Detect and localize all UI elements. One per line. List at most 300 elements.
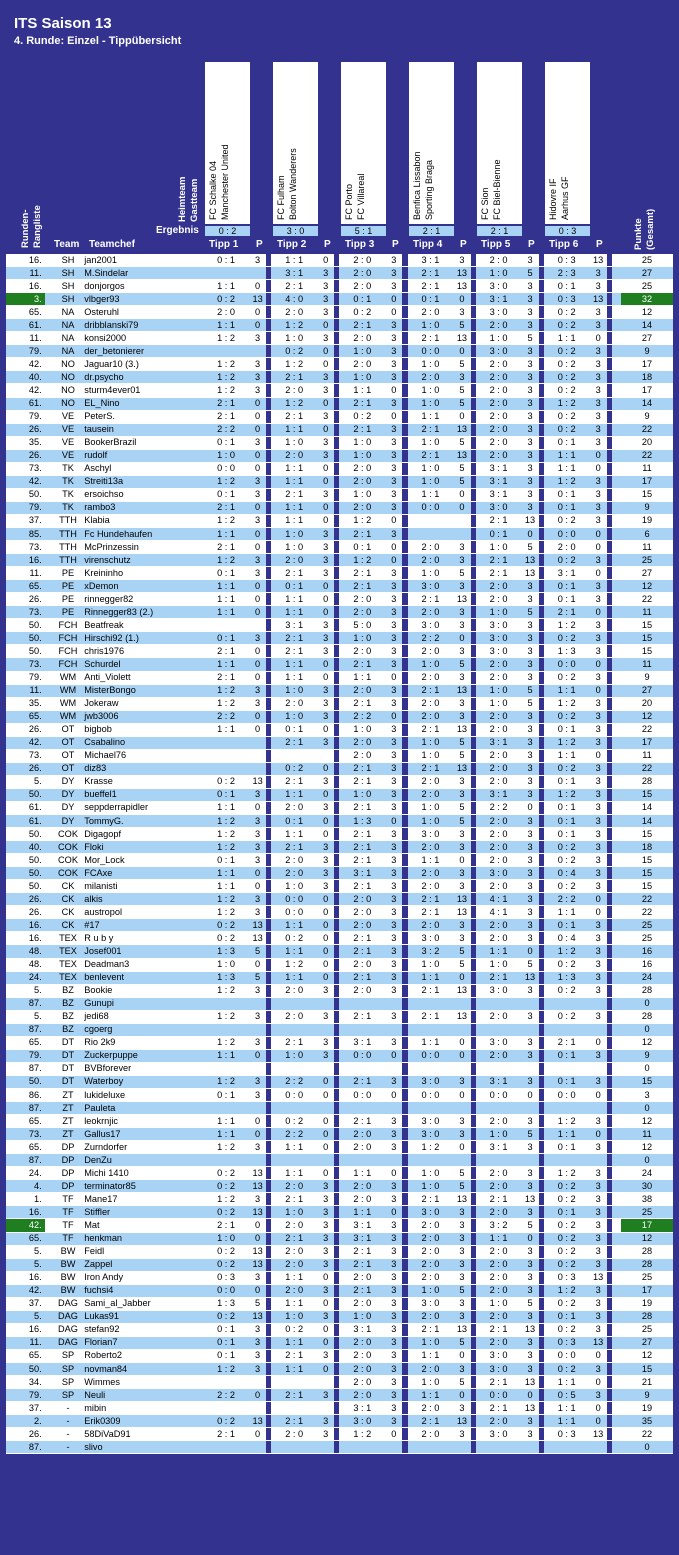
points-cell: 3 (385, 567, 402, 580)
spacer-cell (612, 423, 621, 436)
rank-cell: 65. (6, 1349, 45, 1362)
team-cell: TK (53, 462, 84, 475)
spacer-cell (45, 1062, 53, 1075)
team-cell: VE (53, 410, 84, 423)
points-cell: 3 (385, 749, 402, 762)
rank-cell: 65. (6, 1232, 45, 1245)
spacer-cell (45, 1284, 53, 1297)
tipp-cell: 2 : 0 (339, 280, 385, 293)
tipp-cell (203, 1102, 249, 1115)
spacer-cell (45, 1115, 53, 1128)
rank-cell: 5. (6, 984, 45, 997)
tipp-cell: 0 : 2 (544, 1323, 590, 1336)
tipp-cell: 1 : 0 (408, 319, 454, 332)
points-cell: 0 (453, 1036, 470, 1049)
points-cell: 0 (249, 1428, 266, 1441)
points-cell: 0 (317, 815, 334, 828)
teamchef-cell: Bookie (83, 984, 203, 997)
points-cell: 3 (590, 710, 607, 723)
points-cell: 0 (385, 293, 402, 306)
tipp-cell: 1 : 1 (203, 593, 249, 606)
tipp-cell: 0 : 0 (271, 906, 317, 919)
table-row (6, 854, 673, 867)
tipp-cell: 2 : 0 (476, 841, 522, 854)
tipp-cell: 1 : 0 (408, 436, 454, 449)
points-cell: 3 (385, 1010, 402, 1023)
spacer-cell (612, 267, 621, 280)
tipp-cell: 2 : 1 (408, 267, 454, 280)
spacer-cell (612, 671, 621, 684)
points-cell: 3 (521, 306, 538, 319)
tipp-cell: 1 : 0 (476, 606, 522, 619)
points-cell (590, 997, 607, 1010)
points-cell: 0 (317, 580, 334, 593)
points-cell: 3 (385, 1349, 402, 1362)
points-cell: 3 (249, 1141, 266, 1154)
points-header-line2: (Gesamt) (645, 208, 656, 250)
points-cell: 3 (317, 267, 334, 280)
rank-cell: 48. (6, 958, 45, 971)
points-cell: 0 (249, 1115, 266, 1128)
table-row (6, 501, 673, 514)
total-points-cell: 24 (621, 1167, 673, 1180)
total-points-cell: 12 (621, 710, 673, 723)
points-cell: 0 (521, 1089, 538, 1102)
tipp-cell: 2 : 0 (408, 1232, 454, 1245)
total-points-cell: 22 (621, 593, 673, 606)
tipp-cell: 0 : 2 (544, 423, 590, 436)
total-points-cell: 15 (621, 788, 673, 801)
points-cell: 5 (521, 332, 538, 345)
tipp-cell: 1 : 0 (339, 488, 385, 501)
team-cell: NA (53, 345, 84, 358)
tipp-cell (408, 1062, 454, 1075)
rank-cell: 61. (6, 801, 45, 814)
teamchef-cell: Roberto2 (83, 1349, 203, 1362)
spacer-cell (45, 423, 53, 436)
tipp-cell: 1 : 1 (271, 658, 317, 671)
tipp-cell: 1 : 0 (408, 749, 454, 762)
tipp-cell: 2 : 0 (476, 828, 522, 841)
home-team-6: Hidovre IF (548, 178, 558, 220)
ergebnis-label: Ergebnis (156, 225, 199, 236)
rank-cell: 50. (6, 867, 45, 880)
spacer-cell (612, 1376, 621, 1389)
spacer-cell (45, 1376, 53, 1389)
points-cell: 0 (453, 1141, 470, 1154)
points-cell: 3 (317, 632, 334, 645)
tipp-cell: 0 : 1 (271, 580, 317, 593)
rank-cell: 48. (6, 945, 45, 958)
tipp-cell: 0 : 2 (544, 1180, 590, 1193)
points-cell: 3 (385, 1362, 402, 1375)
points-cell: 3 (521, 893, 538, 906)
team-cell: DT (53, 1075, 84, 1088)
spacer-cell (612, 684, 621, 697)
teamchef-cell: seppderrapidler (83, 801, 203, 814)
tipp-cell: 1 : 2 (203, 697, 249, 710)
tipp-cell: 1 : 1 (271, 971, 317, 984)
tipp-cell: 1 : 1 (271, 945, 317, 958)
tipp-cell (408, 527, 454, 540)
spacer-cell (612, 436, 621, 449)
tipp-cell: 3 : 1 (476, 788, 522, 801)
teamchef-cell: dr.psycho (83, 371, 203, 384)
tipp-cell: 1 : 2 (544, 788, 590, 801)
total-points-cell: 15 (621, 828, 673, 841)
points-cell: 3 (521, 462, 538, 475)
tipp-cell: 2 : 0 (339, 736, 385, 749)
points-cell: 3 (521, 632, 538, 645)
points-cell: 3 (521, 1180, 538, 1193)
tipp-cell: 2 : 1 (339, 801, 385, 814)
points-cell: 3 (590, 801, 607, 814)
points-cell: 0 (590, 527, 607, 540)
points-cell: 3 (453, 1271, 470, 1284)
tipp-cell: 0 : 1 (544, 815, 590, 828)
table-row (6, 488, 673, 501)
tipp-cell: 1 : 2 (203, 475, 249, 488)
points-cell: 5 (453, 358, 470, 371)
table-row (6, 1297, 673, 1310)
rank-cell: 65. (6, 1115, 45, 1128)
team-cell: TEX (53, 971, 84, 984)
rank-cell: 61. (6, 815, 45, 828)
tipp-cell: 1 : 2 (544, 697, 590, 710)
spacer-cell (45, 1271, 53, 1284)
points-cell: 0 (317, 932, 334, 945)
points-cell: 13 (249, 775, 266, 788)
teamchef-cell: Deadman3 (83, 958, 203, 971)
tipp-cell: 2 : 0 (476, 1271, 522, 1284)
tipp-cell: 0 : 1 (544, 775, 590, 788)
points-cell (249, 997, 266, 1010)
team-cell: ZT (53, 1115, 84, 1128)
points-cell (590, 1441, 607, 1454)
points-cell: 3 (385, 893, 402, 906)
teamchef-cell: austropol (83, 906, 203, 919)
points-cell: 3 (453, 932, 470, 945)
tipp-header-3: Tipp 3 (345, 239, 375, 250)
table-row (6, 1415, 673, 1428)
tipp-cell: 0 : 2 (271, 345, 317, 358)
tipp-cell: 1 : 2 (203, 1010, 249, 1023)
spacer-cell (45, 736, 53, 749)
tipp-cell: 1 : 2 (203, 384, 249, 397)
tipp-cell: 2 : 0 (339, 1389, 385, 1402)
tipp-cell: 2 : 0 (476, 1049, 522, 1062)
spacer-cell (45, 384, 53, 397)
tipp-cell: 0 : 2 (544, 984, 590, 997)
spacer-cell (45, 449, 53, 462)
tipp-cell: 0 : 3 (544, 293, 590, 306)
tipp-cell: 0 : 5 (544, 1389, 590, 1402)
points-cell: 3 (249, 632, 266, 645)
points-cell (249, 1102, 266, 1115)
points-cell: 13 (453, 1415, 470, 1428)
points-cell: 0 (249, 1284, 266, 1297)
points-cell: 3 (590, 828, 607, 841)
tipp-cell: 3 : 1 (339, 1323, 385, 1336)
points-cell: 3 (249, 384, 266, 397)
spacer-cell (45, 919, 53, 932)
away-team-4: Sporting Braga (424, 159, 434, 220)
spacer-cell (612, 1349, 621, 1362)
points-cell: 3 (385, 345, 402, 358)
teamchef-cell: ersoichso (83, 488, 203, 501)
table-row (6, 658, 673, 671)
tipp-cell: 2 : 0 (339, 1349, 385, 1362)
tipp-cell: 1 : 2 (203, 371, 249, 384)
points-cell: 3 (521, 1245, 538, 1258)
spacer-cell (612, 841, 621, 854)
teamchef-cell: Lukas91 (83, 1310, 203, 1323)
points-cell: 3 (249, 684, 266, 697)
tipp-cell: 2 : 1 (271, 488, 317, 501)
spacer-cell (612, 1284, 621, 1297)
total-points-cell: 28 (621, 1310, 673, 1323)
tipp-cell (203, 1062, 249, 1075)
team-cell: BZ (53, 997, 84, 1010)
points-cell: 0 (249, 880, 266, 893)
tipp-cell: 1 : 1 (339, 384, 385, 397)
points-cell: 5 (453, 749, 470, 762)
teamchef-cell: Iron Andy (83, 1271, 203, 1284)
points-cell: 3 (590, 632, 607, 645)
tipp-cell: 2 : 0 (476, 397, 522, 410)
points-cell: 0 (317, 919, 334, 932)
points-cell: 3 (590, 554, 607, 567)
tipp-cell: 0 : 2 (544, 1010, 590, 1023)
tipp-cell: 2 : 2 (271, 1075, 317, 1088)
spacer-cell (45, 1245, 53, 1258)
tipp-cell: 1 : 2 (203, 1362, 249, 1375)
points-cell: 3 (521, 906, 538, 919)
spacer-cell (45, 436, 53, 449)
total-points-cell: 22 (621, 906, 673, 919)
table-row (6, 1349, 673, 1362)
heimteam-label: Heimteam (177, 176, 188, 222)
tipp-cell: 1 : 1 (476, 945, 522, 958)
total-points-cell: 18 (621, 841, 673, 854)
points-cell: 3 (249, 1323, 266, 1336)
points-cell: 3 (590, 1167, 607, 1180)
points-cell: 0 (521, 1389, 538, 1402)
points-cell: 13 (453, 593, 470, 606)
teamchef-cell: Gallus17 (83, 1128, 203, 1141)
points-cell: 5 (453, 462, 470, 475)
rank-cell: 11. (6, 567, 45, 580)
tipp-cell: 2 : 1 (271, 645, 317, 658)
points-cell (317, 1154, 334, 1167)
points-cell: 3 (249, 436, 266, 449)
points-cell: 3 (521, 1336, 538, 1349)
rank-cell: 37. (6, 1297, 45, 1310)
tipp-cell (271, 997, 317, 1010)
points-cell: 3 (385, 645, 402, 658)
teamchef-cell: Schurdel (83, 658, 203, 671)
points-cell: 3 (317, 554, 334, 567)
tipp-cell: 2 : 1 (203, 1428, 249, 1441)
tipp-cell: 0 : 1 (203, 1089, 249, 1102)
points-cell: 0 (521, 527, 538, 540)
points-cell: 3 (590, 1193, 607, 1206)
spacer-cell (45, 932, 53, 945)
spacer-cell (612, 254, 621, 267)
tipp-cell: 0 : 2 (544, 514, 590, 527)
spacer-cell (612, 580, 621, 593)
points-cell: 3 (385, 1376, 402, 1389)
tipp-cell: 1 : 0 (339, 723, 385, 736)
tipp-cell: 0 : 2 (203, 775, 249, 788)
points-cell: 3 (590, 854, 607, 867)
tipp-cell: 0 : 1 (544, 1206, 590, 1219)
total-points-cell: 0 (621, 1441, 673, 1454)
points-cell: 3 (590, 319, 607, 332)
teamchef-cell: BVBforever (83, 1062, 203, 1075)
tipp-cell: 3 : 1 (408, 254, 454, 267)
tipp-cell: 2 : 1 (339, 1115, 385, 1128)
tipp-cell: 3 : 2 (476, 1219, 522, 1232)
total-points-cell: 6 (621, 527, 673, 540)
points-cell: 0 (249, 423, 266, 436)
points-cell: 5 (521, 1297, 538, 1310)
spacer-cell (612, 1141, 621, 1154)
tipp-cell: 0 : 0 (408, 1049, 454, 1062)
tipp-cell (203, 1023, 249, 1036)
spacer-cell (45, 1193, 53, 1206)
teamchef-cell: Kreininho (83, 567, 203, 580)
team-cell: NA (53, 319, 84, 332)
table-row (6, 841, 673, 854)
rank-cell: 79. (6, 1389, 45, 1402)
tipp-cell: 3 : 0 (476, 984, 522, 997)
tipp-cell: 5 : 0 (339, 619, 385, 632)
teamchef-cell: Hirschi92 (1.) (83, 632, 203, 645)
tipp-cell: 1 : 2 (203, 893, 249, 906)
points-cell: 0 (317, 671, 334, 684)
points-cell: 3 (249, 854, 266, 867)
points-cell: 3 (385, 1336, 402, 1349)
tipp-cell: 1 : 0 (476, 332, 522, 345)
points-cell: 3 (590, 423, 607, 436)
points-cell: 3 (453, 775, 470, 788)
points-cell: 0 (590, 749, 607, 762)
table-row (6, 345, 673, 358)
spacer-cell (45, 632, 53, 645)
total-points-cell: 25 (621, 280, 673, 293)
away-team-6: Aarhus GF (560, 176, 570, 220)
points-cell: 3 (249, 488, 266, 501)
tipp-cell (408, 1023, 454, 1036)
total-points-cell: 27 (621, 684, 673, 697)
tipp-cell: 1 : 0 (476, 1128, 522, 1141)
points-cell (453, 1441, 470, 1454)
points-cell: 3 (521, 1075, 538, 1088)
team-cell: VE (53, 436, 84, 449)
spacer-cell (612, 867, 621, 880)
spacer-cell (612, 1389, 621, 1402)
points-cell: 3 (453, 1362, 470, 1375)
points-cell: 3 (521, 410, 538, 423)
tipp-cell: 1 : 1 (271, 514, 317, 527)
teamchef-cell: vlbger93 (83, 293, 203, 306)
teamchef-cell: henkman (83, 1232, 203, 1245)
tipp-cell: 2 : 0 (408, 1362, 454, 1375)
rank-cell: 73. (6, 1128, 45, 1141)
tipp-cell: 2 : 1 (339, 854, 385, 867)
spacer-cell (45, 1349, 53, 1362)
tipp-cell: 1 : 1 (271, 671, 317, 684)
spacer-cell (612, 554, 621, 567)
points-cell: 3 (521, 1010, 538, 1023)
points-cell (249, 345, 266, 358)
points-cell: 0 (521, 945, 538, 958)
points-cell: 0 (249, 541, 266, 554)
points-cell: 0 (453, 1349, 470, 1362)
points-cell: 3 (590, 436, 607, 449)
tipp-cell: 0 : 1 (339, 541, 385, 554)
teamchef-cell: bueffel1 (83, 788, 203, 801)
points-cell: 3 (521, 619, 538, 632)
team-cell: DAG (53, 1310, 84, 1323)
tipp-cell: 0 : 2 (203, 932, 249, 945)
points-cell: 3 (317, 436, 334, 449)
tipp-cell: 1 : 1 (271, 1362, 317, 1375)
points-cell (249, 1023, 266, 1036)
tipp-cell: 3 : 0 (408, 619, 454, 632)
spacer-cell (612, 710, 621, 723)
tipp-cell: 0 : 0 (544, 1349, 590, 1362)
tipp-cell: 0 : 2 (203, 919, 249, 932)
points-cell: 3 (453, 606, 470, 619)
points-cell: 0 (249, 1219, 266, 1232)
spacer-cell (45, 658, 53, 671)
tipp-cell: 3 : 1 (476, 293, 522, 306)
tipp-cell: 0 : 1 (271, 723, 317, 736)
rank-cell: 11. (6, 332, 45, 345)
points-cell: 3 (249, 1271, 266, 1284)
points-cell: 13 (453, 449, 470, 462)
teamchef-cell: virenschutz (83, 554, 203, 567)
rank-cell: 42. (6, 736, 45, 749)
table-row (6, 449, 673, 462)
points-cell: 13 (521, 1402, 538, 1415)
spacer-cell (45, 880, 53, 893)
spacer-cell (612, 1310, 621, 1323)
points-cell: 3 (453, 1402, 470, 1415)
points-cell: 3 (385, 945, 402, 958)
teamchef-cell: Waterboy (83, 1075, 203, 1088)
tipp-cell (544, 1102, 590, 1115)
points-cell: 3 (317, 410, 334, 423)
points-cell (521, 1441, 538, 1454)
tipp-cell: 2 : 0 (476, 854, 522, 867)
points-cell: 3 (385, 1310, 402, 1323)
tipp-cell: 1 : 2 (203, 554, 249, 567)
points-cell: 3 (317, 775, 334, 788)
rank-cell: 26. (6, 449, 45, 462)
tipp-cell: 1 : 2 (203, 1036, 249, 1049)
tipp-cell: 2 : 1 (203, 541, 249, 554)
total-points-cell: 9 (621, 501, 673, 514)
points-cell: 3 (317, 801, 334, 814)
team-cell: ZT (53, 1102, 84, 1115)
points-cell: 3 (590, 1010, 607, 1023)
tipp-cell: 2 : 1 (339, 1010, 385, 1023)
rank-cell: 40. (6, 371, 45, 384)
rank-cell: 16. (6, 280, 45, 293)
